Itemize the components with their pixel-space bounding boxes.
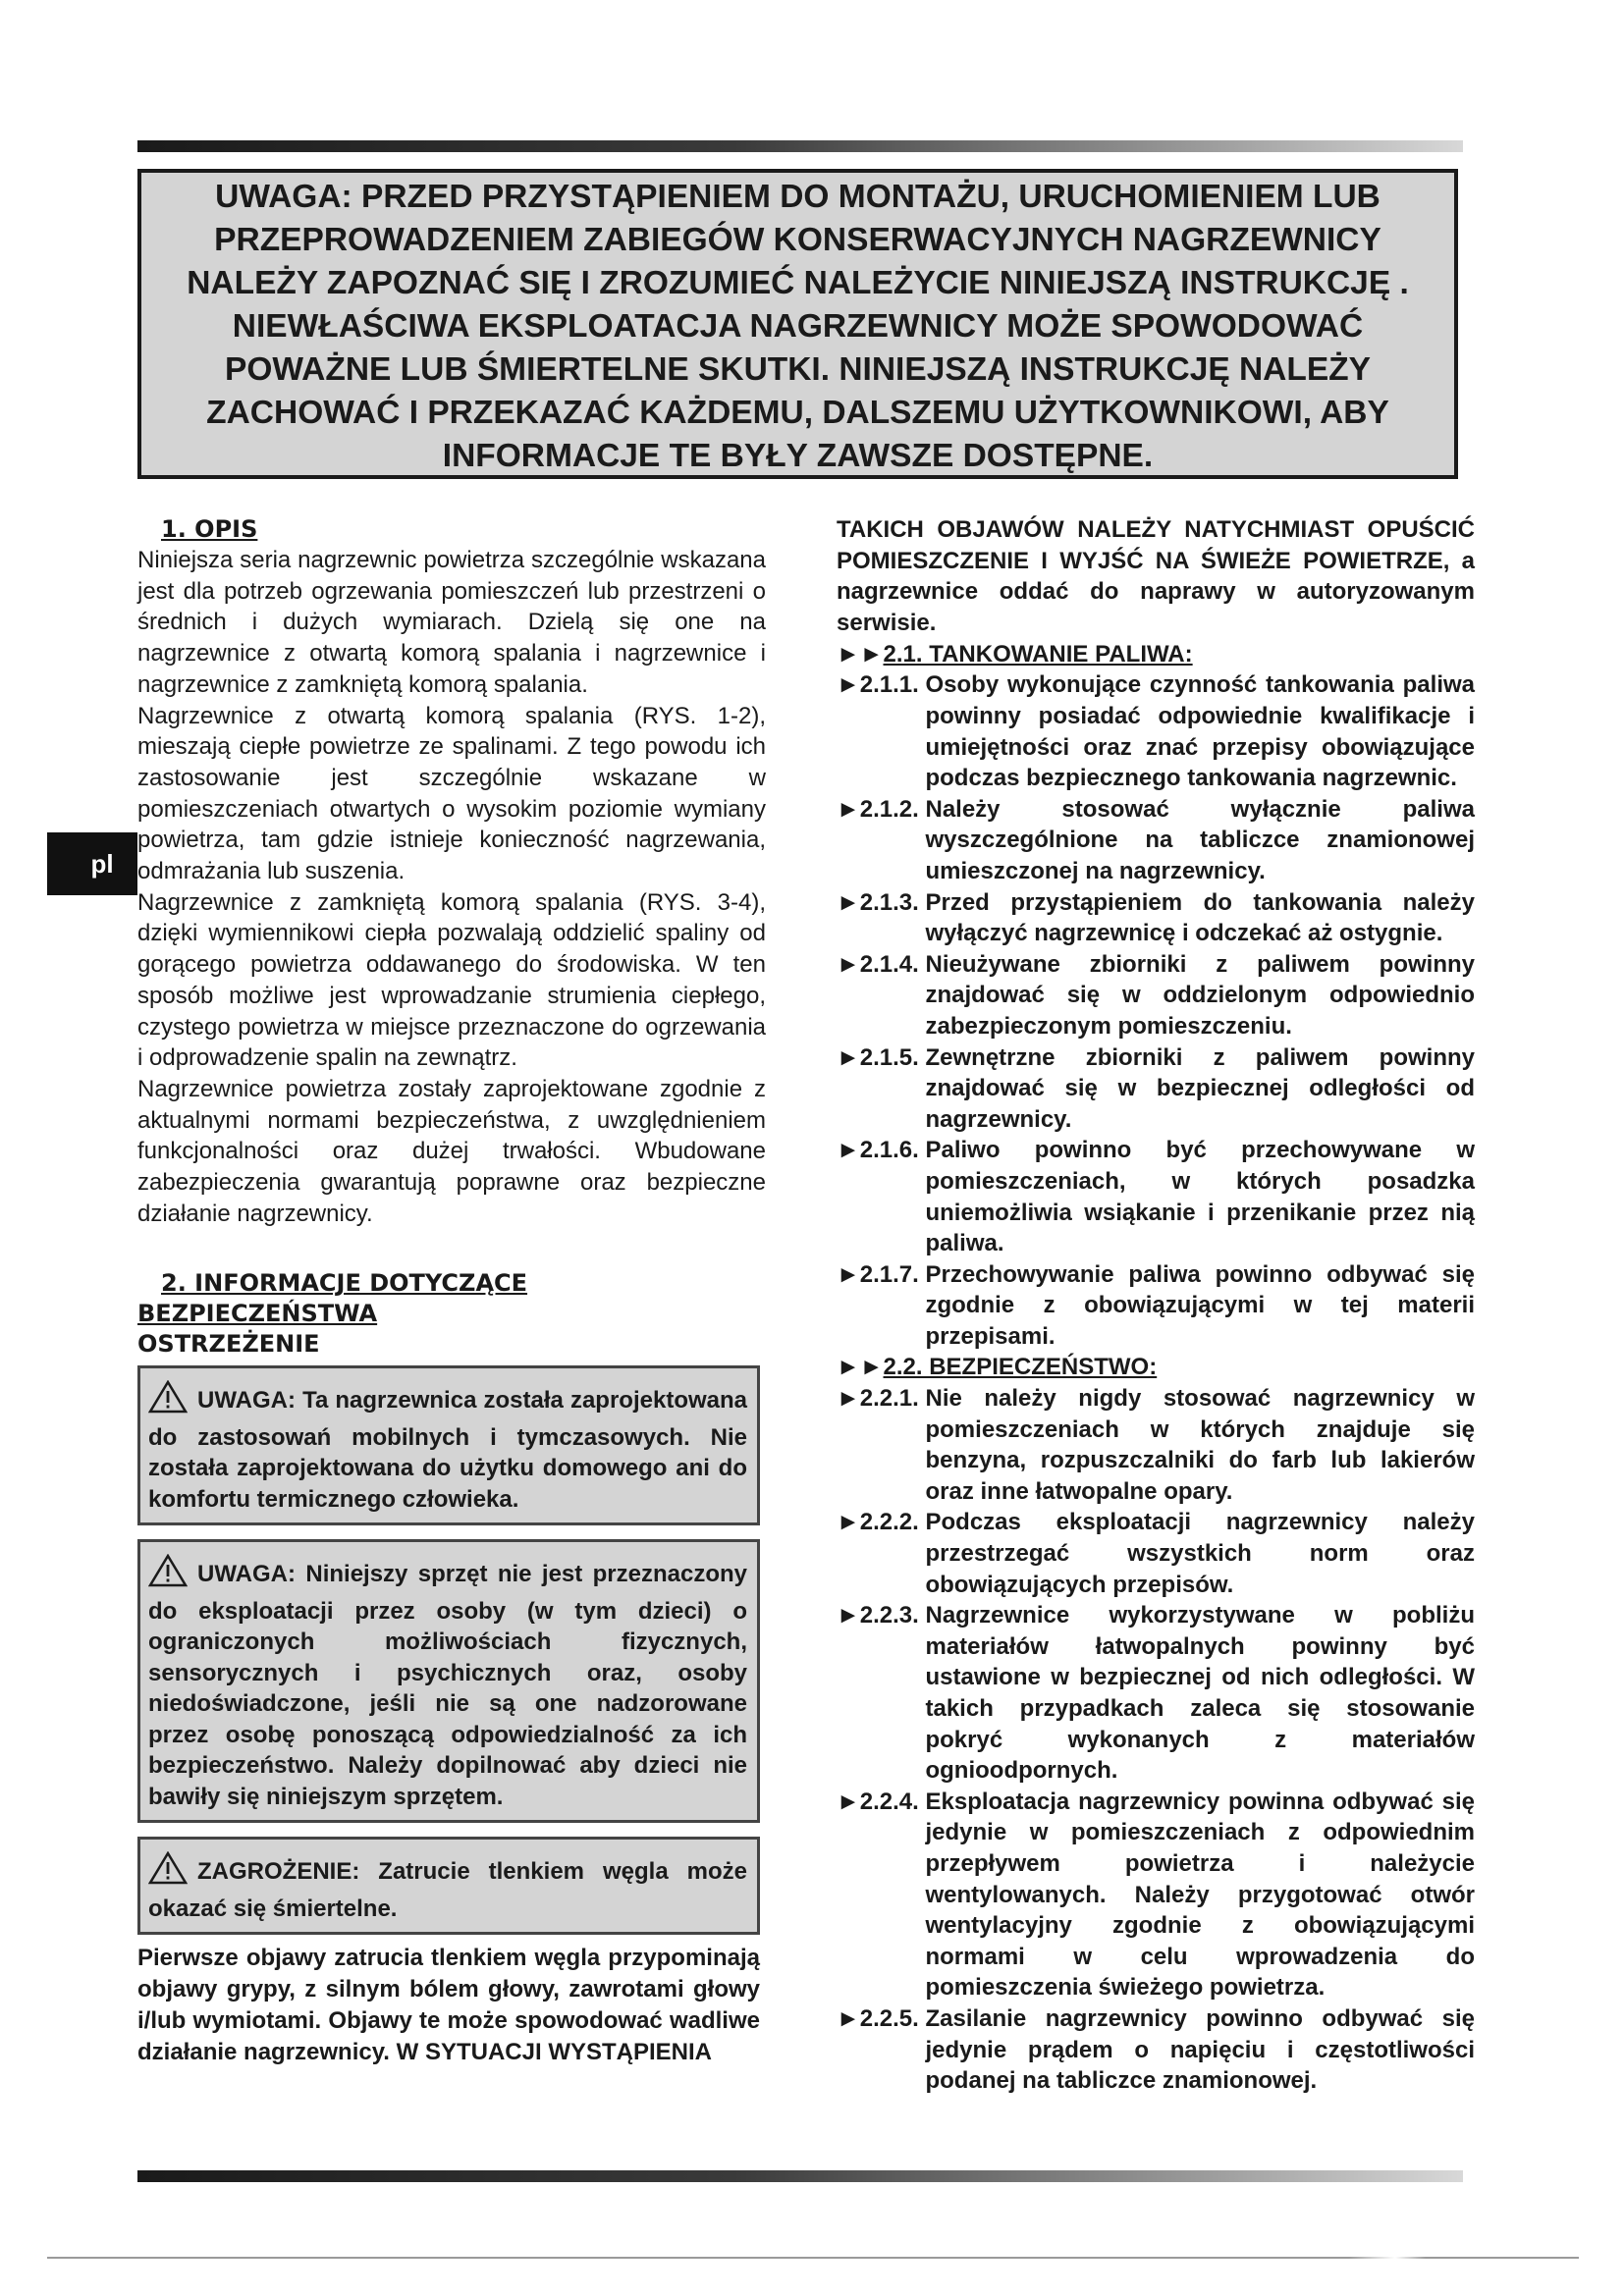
item-number: ►2.1.1. [837,671,919,699]
list-item [837,1383,1475,1507]
list-item [837,1042,1475,1136]
item-number: ►2.2.3. [837,1602,919,1629]
list-item [837,1787,1475,2003]
notice-persons [137,1539,760,1823]
section1-title: 1. OPIS [161,515,258,543]
list-item [837,1259,1475,1353]
notice-persons-text: UWAGA: Niniejszy sprzęt nie jest przeznaczony do eksploatacji przez osoby (w tym dzieci) o ograniczonych możliwościach fizycznych, sensorycznych i psychicznych oraz, osoby niedoświadczone, jeśli nie są one nadzorowane przez osobę ponoszącą odpowiedzialność za ich bezpieczeństwo. Należy dopilnować aby dzieci nie bawiły się niniejszym sprzętem. [148,1561,747,1810]
sub22-heading [837,1352,1475,1383]
item-number: ►2.2.2. [837,1509,919,1536]
sub22-title: 2.2. BEZPIECZEŃSTWO: [883,1354,1158,1381]
notice-mobile-use-text: UWAGA: Ta nagrzewnica została zaprojektowana do zastosowań mobilnych i tymczasowych. Nie została zaprojektowana do użytku domowego ani do komfortu termicznego człowieka. [148,1387,747,1513]
sub21-heading [837,639,1475,670]
section1-para3: Nagrzewnice z zamkniętą komorą spalania (RYS. 3-4), dzięki wymiennikowi ciepła pozwalają oddzielić spaliny od gorącego powietrza oddawanego do środowiska. W ten sposób możliwe jest wprowadzanie strumienia ciepłego, czystego powietrza w miejsce przeznaczone do ogrzewania i odprowadzenie spalin na zewnątrz. [137,888,766,1072]
language-tab: pl [47,832,137,895]
double-arrow-icon: ►► [837,640,884,667]
section1-para1: Niniejsza seria nagrzewnic powietrza szczególnie wskazana jest dla potrzeb ogrzewania pomieszczeń lub przestrzeni o średnich i dużych wymiarach. Dzielą się one na nagrzewnice z otwartą komorą spalania i nagrzewnice i nagrzewnice z zamkniętą komorą spalania. [137,547,766,698]
section2-title-line2: BEZPIECZEŃSTWA [137,1300,378,1328]
section2-subtitle: OSTRZEŻENIE [137,1330,320,1359]
list-item [837,1507,1475,1600]
list-item [837,794,1475,887]
warning-banner [137,169,1458,479]
notice-co-danger-text: ZAGROŻENIE: Zatrucie tlenkiem węgla może okazać się śmiertelne. [148,1858,747,1922]
warning-triangle-icon [148,1380,188,1422]
notice-co-danger [137,1837,760,1935]
item-text: Należy stosować wyłącznie paliwa wyszczególnione na tabliczce znamionowej umieszczonej na nagrzewnicy. [925,795,1475,884]
item-text: Nieużywane zbiorniki z paliwem powinny znajdować się w oddzielonym odpowiednio zabezpieczonym pomieszczeniu. [925,950,1475,1040]
left-column [137,514,766,2067]
list-item [837,669,1475,793]
right-column [837,514,1475,2097]
item-text: Paliwo powinno być przechowywane w pomieszczeniach, w których posadzka uniemożliwia wsiąkanie i przenikanie przez nią paliwa. [925,1137,1475,1257]
list-item [837,1135,1475,1258]
warning-triangle-icon [148,1851,188,1894]
bottom-rule [137,2170,1463,2182]
item-text: Zewnętrzne zbiorniki z paliwem powinny znajdować się w bezpiecznej odległości od nagrzewnicy. [925,1043,1475,1133]
item-number: ►2.2.5. [837,2004,919,2032]
list-item [837,887,1475,949]
item-text: Eksploatacja nagrzewnicy powinna odbywać się jedynie w pomieszczeniach z odpowiednim przepływem powietrza i należycie wentylowanych. Należy przygotować otwór wentylacyjny zgodnie z obowiązującymi normami w celu wprowadzenia do pomieszczenia świeżego powietrza. [925,1788,1475,2002]
sub21-title: 2.1. TANKOWANIE PALIWA: [883,640,1193,667]
footer-line [47,2257,1579,2259]
item-text: Osoby wykonujące czynność tankowania paliwa powinny posiadać odpowiednie kwalifikacje i umiejętności oraz znać przepisy obowiązujące podczas bezpiecznego tankowania nagrzewnic. [925,671,1475,792]
warning-banner-text: UWAGA: PRZED PRZYSTĄPIENIEM DO MONTAŻU, URUCHOMIENIEM LUB PRZEPROWADZENIEM ZABIEGÓW KONSERWACYJNYCH NAGRZEWNICY NALEŻY ZAPOZNAĆ SIĘ I ZROZUMIEĆ NALEŻYCIE NINIEJSZĄ INSTRUKCJĘ . NIEWŁAŚCIWA EKSPLOATACJA NAGRZEWNICY MOŻE SPOWODOWAĆ POWAŻNE LUB ŚMIERTELNE SKUTKI. NINIEJSZĄ INSTRUKCJĘ NALEŻY ZACHOWAĆ I PRZEKAZAĆ KAŻDEMU, DALSZEMU UŻYTKOWNIKOWI, ABY INFORMACJE TE BYŁY ZAWSZE DOSTĘPNE. [187,179,1409,474]
co-symptoms-text: Pierwsze objawy zatrucia tlenkiem węgla przypominają objawy grypy, z silnym bólem głowy, zawrotami głowy i/lub wymiotami. Objawy te może spowodować wadliwe działanie nagrzewnicy. W SYTUACJI WYSTĄPIENIA [137,1945,760,2065]
list-item [837,1600,1475,1787]
co-symptoms-continued: TAKICH OBJAWÓW NALEŻY NATYCHMIAST OPUŚCIĆ POMIESZCZENIE I WYJŚĆ NA ŚWIEŻE POWIETRZE, a nagrzewnice oddać do naprawy w autoryzowanym serwisie. [837,516,1475,637]
list-item [837,2003,1475,2097]
item-text: Nagrzewnice wykorzystywane w pobliżu materiałów łatwopalnych powinny być ustawione w bezpiecznej od nich odległości. W takich przypadkach zaleca się stosowanie pokryć wykonanych z materiałów ognioodpornych. [925,1602,1475,1785]
item-text: Przechowywanie paliwa powinno odbywać się zgodnie z obowiązującymi w tej materii przepisami. [925,1260,1475,1350]
section1-para2: Nagrzewnice z otwartą komorą spalania (RYS. 1-2), mieszają ciepłe powietrze ze spalinami. Z tego powodu ich zastosowanie jest szczególnie wskazane w pomieszczeniach otwartych o wysokim poziomie wymiany powietrza, tam gdzie istnieje konieczność nagrzewania, odmrażania lub suszenia. [137,702,766,885]
section2-title-line1: 2. INFORMACJE DOTYCZĄCE [161,1269,528,1298]
item-number: ►2.1.7. [837,1260,919,1288]
item-text: Nie należy nigdy stosować nagrzewnicy w pomieszczeniach w których znajduje się benzyna, rozpuszczalniki do farb lub lakierów oraz inne łatwopalne opary. [925,1385,1475,1505]
item-number: ►2.1.2. [837,795,919,823]
warning-triangle-icon [148,1554,188,1596]
item-number: ►2.2.4. [837,1788,919,1815]
item-text: Zasilanie nagrzewnicy powinno odbywać się jedynie prądem o napięciu i częstotliwości podanej na tabliczce znamionowej. [925,2004,1475,2095]
item-text: Podczas eksploatacji nagrzewnicy należy przestrzegać wszystkich norm oraz obowiązujących przepisów. [925,1509,1475,1598]
item-number: ►2.1.5. [837,1043,919,1071]
item-number: ►2.1.4. [837,950,919,978]
item-number: ►2.2.1. [837,1385,919,1413]
notice-mobile-use [137,1365,760,1525]
section1-para4: Nagrzewnice powietrza zostały zaprojektowane zgodnie z aktualnymi normami bezpieczeństwa, z uwzględnieniem funkcjonalności oraz dużej trwałości. Wbudowane zabezpieczenia gwarantują poprawne oraz bezpieczne działanie nagrzewnicy. [137,1075,766,1227]
list-item [837,949,1475,1042]
double-arrow-icon: ►► [837,1354,884,1381]
item-number: ►2.1.3. [837,888,919,916]
top-rule [137,140,1463,152]
item-text: Przed przystąpieniem do tankowania należy wyłączyć nagrzewnicę i odczekać aż ostygnie. [925,888,1475,947]
item-number: ►2.1.6. [837,1137,919,1164]
